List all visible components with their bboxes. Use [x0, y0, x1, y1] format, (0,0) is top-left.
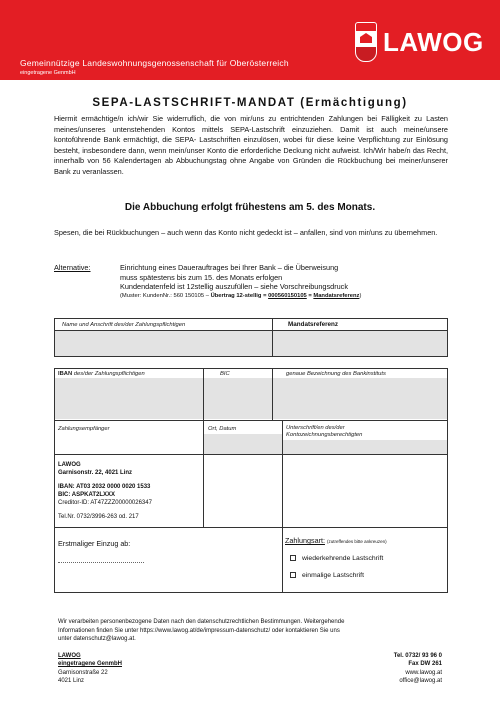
- shield-icon: [355, 22, 377, 62]
- mandate-reference-field[interactable]: [273, 331, 447, 356]
- alternative-line-1: Einrichtung eines Dauerauftrages bei Ihrer Bank – die Überweisung: [120, 263, 339, 272]
- header-banner: [0, 0, 500, 80]
- bank-name-label: genaue Bezeichnung des Bankinstituts: [286, 371, 386, 377]
- payer-name-field[interactable]: [55, 331, 272, 356]
- payee-name: LAWOG: [58, 462, 81, 468]
- place-date-field[interactable]: [204, 434, 282, 454]
- payer-name-label: Name und Anschrift des/der Zahlungspflichtigen: [62, 322, 186, 328]
- payee-iban: IBAN: AT03 2032 0000 0020 1533: [58, 484, 151, 490]
- payee-bic: BIC: ASPKAT2LXXX: [58, 492, 116, 498]
- fees-paragraph: Spesen, die bei Rückbuchungen – auch wenn das Konto nicht gedeckt ist – anfallen, sind von mir/uns zu übernehmen.: [54, 228, 438, 237]
- payment-type-label: Zahlungsart: (zutreffendes bitte ankreuzen): [285, 536, 387, 545]
- debit-notice: Die Abbuchung erfolgt frühestens am 5. des Monats.: [124, 202, 376, 213]
- alternative-line-2: muss spätestens bis zum 15. des Monats erfolgen: [120, 272, 283, 282]
- privacy-notice: Wir verarbeiten personenbezogene Daten nach den datenschutzrechtlichen Bestimmungen. Weitergehende Informationen finden Sie unter https://www.lawog.at/de/impressum-datenschutz/ oder kontaktieren Sie uns unter datenschutz@lawog.at.: [58, 619, 345, 642]
- creditor-id: Creditor-ID: AT47ZZZ00000026347: [58, 500, 152, 506]
- logo-text: LAWOG: [383, 26, 484, 57]
- footer-address: LAWOG eingetragene GenmbH Garnisonstraße 22 4021 Linz: [58, 653, 123, 685]
- organization-name: Gemeinnützige Landeswohnungsgenossenschaft für Oberösterreich: [20, 58, 289, 68]
- one-time-debit-option[interactable]: einmalige Lastschrift: [290, 572, 364, 579]
- alternative-line-3: Kundendatenfeld ist 12stellig auszufüllen – siehe Vorschreibungsdruck: [120, 282, 348, 292]
- payee-address: Garnisonstr. 22, 4021 Linz: [58, 470, 133, 476]
- alternative-text: [120, 263, 450, 301]
- document-title: SEPA-LASTSCHRIFT-MANDAT (Ermächtigung): [92, 97, 408, 109]
- alternative-label: Alternative:: [54, 263, 91, 272]
- checkbox-icon[interactable]: [290, 572, 296, 578]
- bic-field[interactable]: [204, 378, 272, 419]
- signature-label: Unterschrift/en des/der Kontozeichnungsberechtigten: [286, 425, 363, 438]
- mandate-reference-label: Mandatsreferenz: [288, 321, 339, 328]
- payee-phone: Tel.Nr. 0732/3996-263 od. 217: [58, 514, 139, 520]
- debit-options-box: [54, 528, 448, 593]
- signature-field[interactable]: [283, 440, 447, 454]
- footer-contact: Tel. 0732/ 93 96 0 Fax DW 261 www.lawog.at office@lawog.at: [393, 653, 442, 685]
- first-debit-date-field[interactable]: [58, 562, 144, 563]
- lawog-logo: [355, 22, 484, 62]
- intro-paragraph: Hiermit ermächtige/n ich/wir Sie widerruflich, die von mir/uns zu entrichtenden Zahlungen bei Fälligkeit zu Lasten meines/unseres untenstehenden Kontos mittels SEPA-Lastschrift einzuziehen. Damit ist auch meine/unsere kontoführende Bank ermächtigt, die SEPA- Lastschriften einzulösen, wobei für diese keine Verpflichtung zur Einlösung besteht, insbesondere dann, wenn mein/unser Konto die erforderliche Deckung nicht aufweist. Ich/Wir habe/n das Recht, innerhalb von 56 Kalendertagen ab Abbuchungstag ohne Angabe von Gründen die Rückbuchung bei meiner/unserer Bank zu veranlassen.: [54, 114, 448, 176]
- bic-label: BIC: [220, 371, 230, 377]
- organization-subtitle: eingetragene GenmbH: [20, 70, 76, 76]
- place-date-label: Ort, Datum: [208, 426, 237, 432]
- checkbox-icon[interactable]: [290, 555, 296, 561]
- recurring-debit-option[interactable]: wiederkehrende Lastschrift: [290, 555, 383, 562]
- alternative-example: (Muster: KundenNr.: 560 150105 – Übertrag 12-stellig = 000560150105 = Mandatsreferenz): [120, 292, 362, 299]
- iban-field[interactable]: [55, 378, 203, 419]
- iban-label: IBAN des/der Zahlungspflichtigen: [58, 371, 145, 377]
- first-debit-label: Erstmaliger Einzug ab:: [58, 539, 131, 548]
- payee-label: Zahlungsempfänger: [58, 426, 110, 432]
- payee-details: [58, 461, 152, 521]
- bank-name-field[interactable]: [273, 378, 447, 419]
